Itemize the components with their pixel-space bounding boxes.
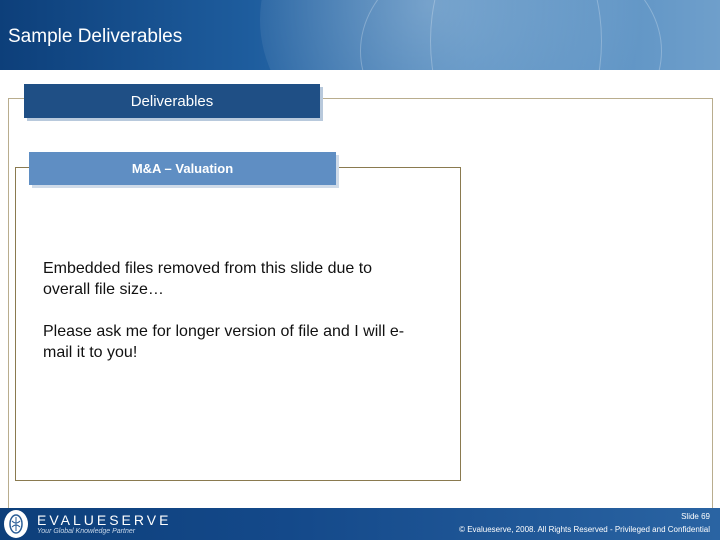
copyright-notice: © Evalueserve, 2008. All Rights Reserved - Privileged and Confidential xyxy=(459,525,710,534)
logo-name: EVALUESERVE xyxy=(37,512,172,528)
body-paragraph: Please ask me for longer version of file and I will e-mail it to you! xyxy=(43,323,405,361)
valuation-tab: M&A – Valuation xyxy=(29,152,336,185)
evalueserve-logo-icon xyxy=(4,510,28,538)
body-paragraph: Embedded files removed from this slide due to overall file size… xyxy=(43,260,373,298)
globe-grid-line xyxy=(430,0,602,70)
logo-tagline: Your Global Knowledge Partner xyxy=(37,528,136,535)
slide-footer xyxy=(0,508,720,540)
deliverables-tab: Deliverables xyxy=(24,84,320,118)
slide-header xyxy=(0,0,720,70)
slide-title: Sample Deliverables xyxy=(8,26,183,47)
slide-number: Slide 69 xyxy=(681,512,710,521)
